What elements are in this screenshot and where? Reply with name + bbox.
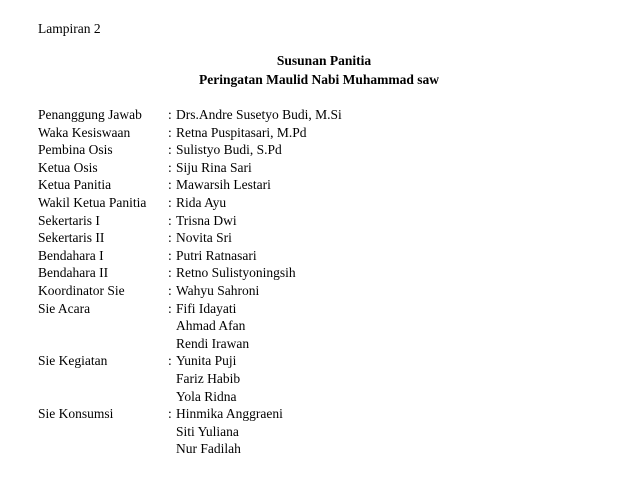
roster-row xyxy=(38,317,618,335)
separator: : xyxy=(168,353,172,369)
role-label: Sekertaris I xyxy=(38,212,100,228)
role-label: Sekertaris II xyxy=(38,230,105,246)
member-name: Rida Ayu xyxy=(176,194,227,210)
role-label: Sie Acara xyxy=(38,300,91,316)
roster-row xyxy=(38,247,618,265)
separator: : xyxy=(168,159,172,175)
member-name: Drs.Andre Susetyo Budi, M.Si xyxy=(176,107,342,122)
member-name: Ahmad Afan xyxy=(176,318,246,334)
committee-roster xyxy=(38,106,618,458)
role-label: Wakil Ketua Panitia xyxy=(38,194,147,210)
member-name: Mawarsih Lestari xyxy=(176,177,271,193)
separator: : xyxy=(168,142,172,158)
roster-row xyxy=(38,352,618,370)
member-name: Putri Ratnasari xyxy=(176,247,257,263)
roster-row xyxy=(38,212,618,230)
roster-row xyxy=(38,264,618,282)
separator: : xyxy=(168,265,172,281)
separator: : xyxy=(168,124,172,140)
separator: : xyxy=(168,177,172,193)
member-name: Retna Puspitasari, M.Pd xyxy=(176,124,307,140)
role-label: Penanggung Jawab xyxy=(38,107,142,122)
separator: : xyxy=(168,212,172,228)
member-name: Novita Sri xyxy=(176,230,232,246)
separator: : xyxy=(168,194,172,210)
role-label: Bendahara I xyxy=(38,247,104,263)
roster-row xyxy=(38,405,618,423)
committee-title: Susunan Panitia xyxy=(276,53,372,68)
role-label: Waka Kesiswaan xyxy=(38,124,131,140)
member-name: Trisna Dwi xyxy=(176,212,237,228)
role-label: Pembina Osis xyxy=(38,142,113,158)
roster-row xyxy=(38,335,618,353)
separator: : xyxy=(168,107,172,122)
role-label: Ketua Panitia xyxy=(38,177,112,193)
member-name: Nur Fadilah xyxy=(176,441,241,457)
member-name: Fifi Idayati xyxy=(176,300,237,316)
roster-row xyxy=(38,370,618,388)
roster-row xyxy=(38,282,618,300)
role-label: Sie Kegiatan xyxy=(38,353,108,369)
roster-row xyxy=(38,300,618,318)
roster-row xyxy=(38,423,618,441)
separator: : xyxy=(168,230,172,246)
event-title: Peringatan Maulid Nabi Muhammad saw xyxy=(198,72,440,87)
role-label: Sie Konsumsi xyxy=(38,406,114,422)
roster-row xyxy=(38,106,618,124)
roster-row xyxy=(38,194,618,212)
roster-row xyxy=(38,388,618,406)
roster-row xyxy=(38,159,618,177)
role-label: Bendahara II xyxy=(38,265,109,281)
roster-row xyxy=(38,440,618,458)
roster-row xyxy=(38,229,618,247)
member-name: Hinmika Anggraeni xyxy=(176,406,283,422)
member-name: Siju Rina Sari xyxy=(176,159,252,175)
roster-row xyxy=(38,124,618,142)
member-name: Retno Sulistyoningsih xyxy=(176,265,296,281)
attachment-label: Lampiran 2 xyxy=(38,21,101,36)
roster-row xyxy=(38,176,618,194)
separator: : xyxy=(168,406,172,422)
separator: : xyxy=(168,300,172,316)
member-name: Yola Ridna xyxy=(176,388,237,404)
member-name: Rendi Irawan xyxy=(176,335,250,351)
member-name: Yunita Puji xyxy=(176,353,237,369)
member-name: Fariz Habib xyxy=(176,370,241,386)
member-name: Wahyu Sahroni xyxy=(176,282,260,298)
separator: : xyxy=(168,282,172,298)
role-label: Ketua Osis xyxy=(38,159,98,175)
member-name: Siti Yuliana xyxy=(176,423,239,439)
member-name: Sulistyo Budi, S.Pd xyxy=(176,142,282,158)
roster-row xyxy=(38,141,618,159)
role-label: Koordinator Sie xyxy=(38,282,125,298)
separator: : xyxy=(168,247,172,263)
